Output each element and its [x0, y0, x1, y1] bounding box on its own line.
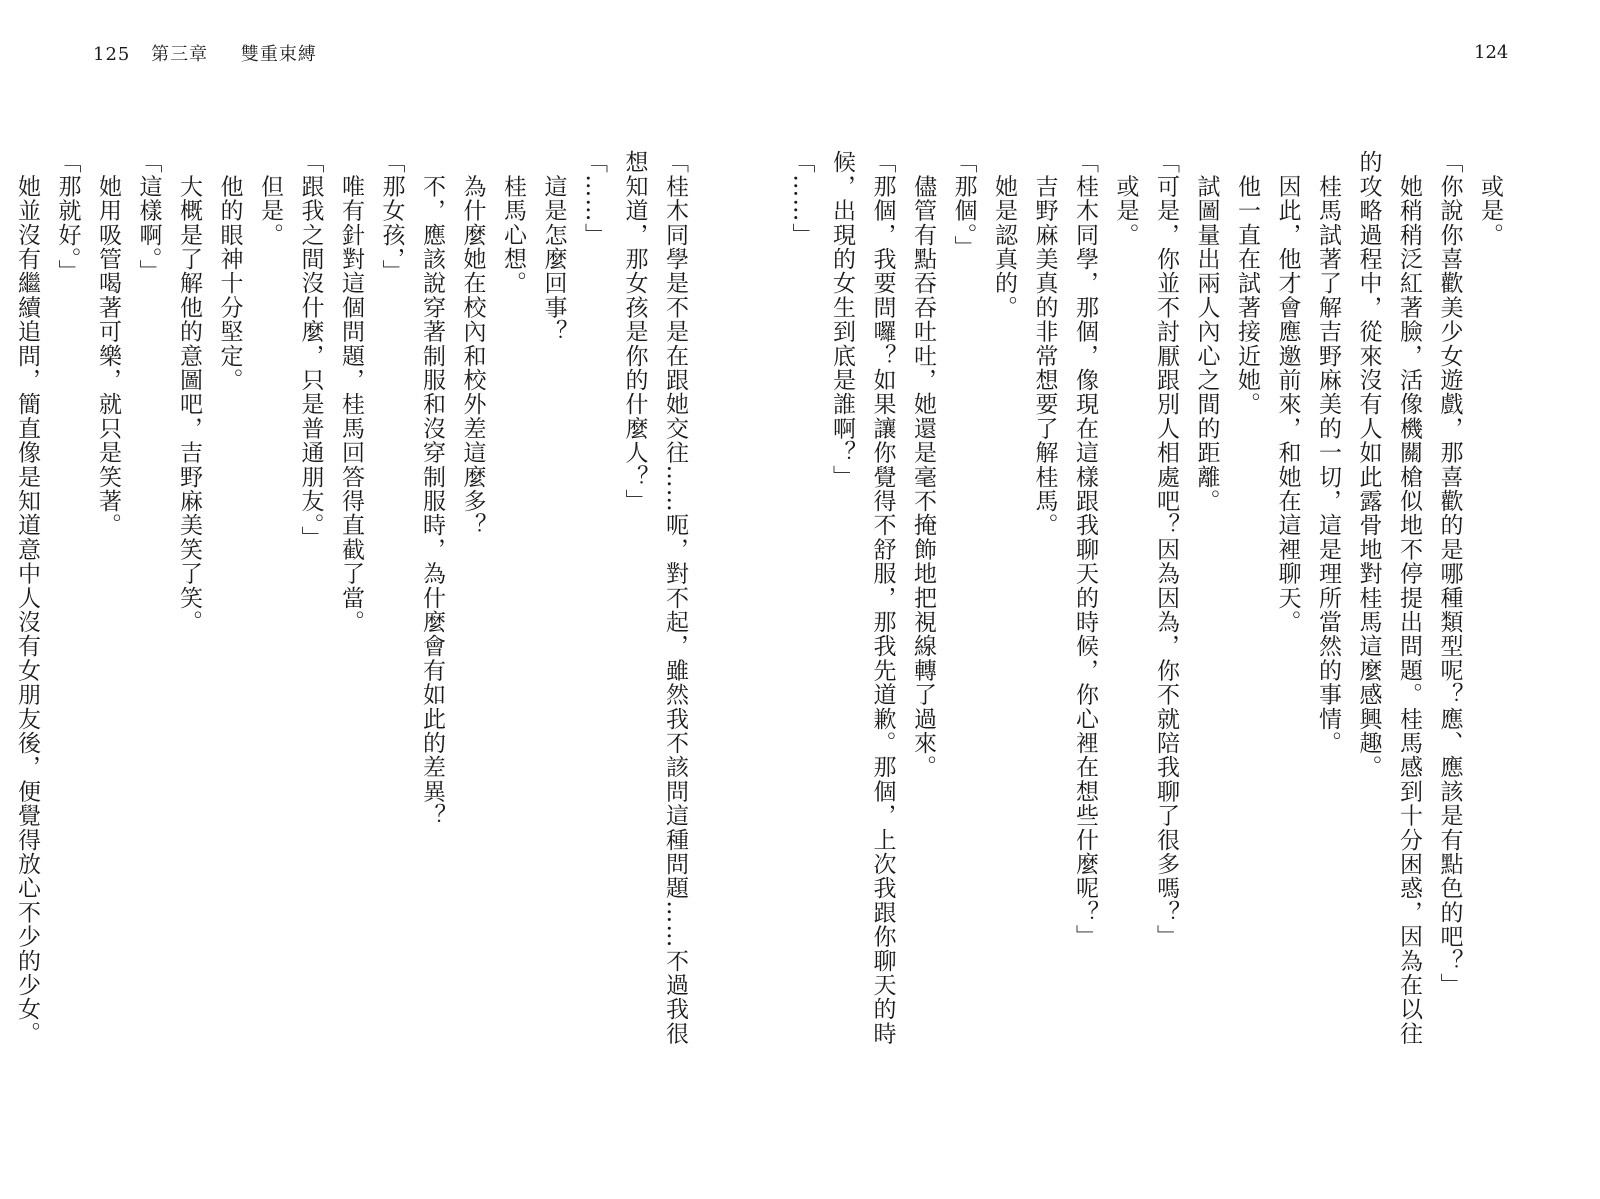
text-line: 「跟我之間沒什麼，只是普通朋友。」	[297, 150, 324, 550]
text-line: 「……」	[581, 150, 607, 247]
text-line: 為什麼她在校內和校外差這麼多？	[459, 150, 486, 538]
text-line: 她是認真的。	[991, 150, 1017, 320]
text-line: 桂馬試著了解吉野麻美的一切，這是理所當然的事情。	[1315, 150, 1341, 755]
text-line: 「那個。」	[950, 150, 977, 260]
right-page-text	[788, 150, 1510, 1055]
chapter-title: 雙重束縛	[240, 44, 317, 65]
text-line: 她並沒有繼續追問，簡直像是知道意中人沒有女朋友後，便覺得放心不少的少女。	[14, 150, 40, 1046]
text-line: 「……」	[788, 150, 815, 247]
text-line: 「這樣啊。」	[135, 150, 162, 284]
text-line: 不，應該說穿著制服和沒穿制服時，為什麼會有如此的差異？	[419, 150, 445, 828]
text-line: 「桂木同學是不是在跟她交往……呃，對不起，雖然我不該問這種問題……不過我很想知道，那女孩是你的什麼人？」	[621, 150, 688, 1046]
text-line: 「你說你喜歡美少女遊戲，那喜歡的是哪種類型呢？應、應該是有點色的吧？」	[1436, 150, 1463, 997]
text-line: 桂馬心想。	[500, 150, 526, 296]
text-line: 她用吸管喝著可樂，就只是笑著。	[95, 150, 121, 538]
text-line: 「桂木同學，那個，像現在這樣跟我聊天的時候，你心裡在想些什麼呢？」	[1072, 150, 1098, 949]
page-number-right: 124	[1474, 42, 1509, 63]
text-line: 吉野麻美真的非常想要了解桂馬。	[1031, 150, 1058, 538]
text-line: 「那就好。」	[54, 150, 81, 284]
text-line: 儘管有點吞吞吐吐，她還是毫不掩飾地把視線轉了過來。	[910, 150, 936, 780]
text-line: 大概是了解他的意圖吧，吉野麻美笑了笑。	[176, 150, 202, 634]
text-line: 「可是，你並不討厭跟別人相處吧？因為因為，你不就陪我聊了很多嗎？」	[1153, 150, 1179, 949]
book-spread	[14, 150, 1510, 1160]
text-line: 但是。	[257, 150, 283, 247]
page-number-left: 125	[93, 44, 131, 65]
text-line: 或是。	[1112, 150, 1139, 247]
text-line: 唯有針對這個問題，桂馬回答得直截了當。	[338, 150, 364, 634]
chapter-label: 第三章	[151, 44, 209, 65]
text-line	[0, 150, 7, 1055]
text-line: 或是。	[1477, 150, 1503, 247]
text-line: 「那女孩，」	[378, 150, 405, 284]
text-line: 試圖量出兩人內心之間的距離。	[1193, 150, 1220, 513]
text-line: 因此，他才會應邀前來，和她在這裡聊天。	[1274, 150, 1301, 634]
running-header-left	[93, 40, 317, 66]
text-line: 他的眼神十分堅定。	[216, 150, 243, 392]
text-line: 這是怎麼回事？	[540, 150, 567, 344]
text-line: 他一直在試著接近她。	[1234, 150, 1260, 417]
text-line: 她稍稍泛紅著臉，活像機關槍似地不停提出問題。桂馬感到十分困惑，因為在以往的攻略過程中，從來沒有人如此露骨地對桂馬這麼感興趣。	[1355, 150, 1422, 1046]
text-line: 「那個，我要問囉？如果讓你覺得不舒服，那我先道歉。那個，上次我跟你聊天的時候，出現的女生到底是誰啊？」	[829, 150, 896, 1046]
left-page-text	[14, 150, 695, 1055]
